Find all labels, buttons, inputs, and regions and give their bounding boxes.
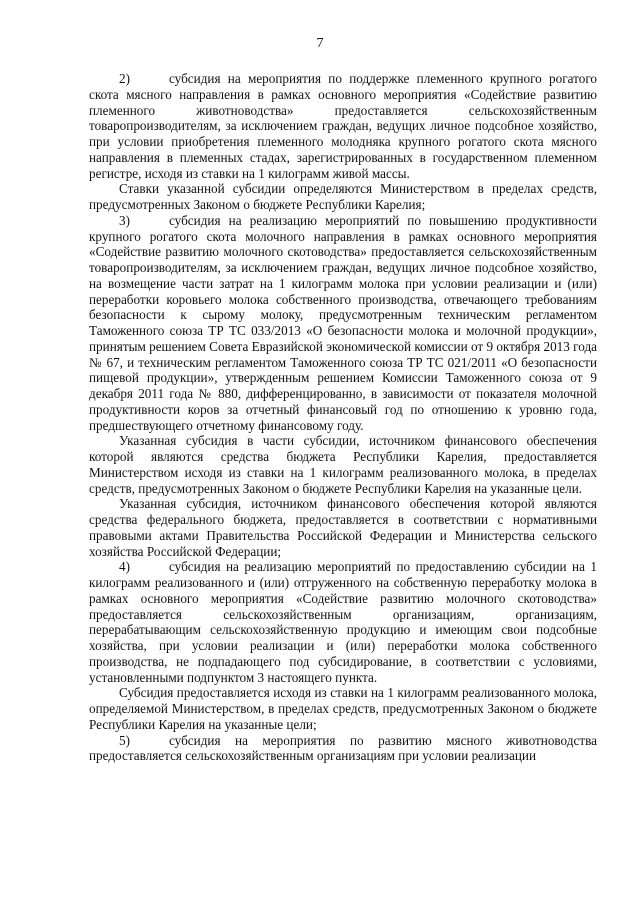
paragraph-item-5 [89, 733, 597, 765]
paragraph-item-4 [89, 559, 597, 685]
paragraph-federal-budget [89, 496, 597, 559]
paragraph-text: субсидия на мероприятия по развитию мясного животноводства предоставляется сельскохозяйственным организациям при условии реализации [89, 732, 597, 764]
paragraph-text: Субсидия предоставляется исходя из ставки на 1 килограмм реализованного молока, определяемой Министерством, в пределах средств, предусмотренных Законом о бюджете Республики Карелия на указанные цели; [89, 685, 597, 732]
paragraph-rate-milk [89, 685, 597, 732]
paragraph-number: 4) [119, 559, 130, 575]
paragraph-text: субсидия на реализацию мероприятий по повышению продуктивности крупного рогатого скота молочного направления в рамках основного мероприятия «Содействие развитию молочного скотоводства» предоставляется сельскохозяйственным товаропроизводителям, за исключением граждан, ведущих личное подсобное хозяйство, на возмещение части затрат на 1 килограмм молока при условии реализации и (или) переработки коровьего молока собственного производства, отвечающего требованиям безопасности к сырому молоку, предусмотренным техническим регламентом Таможенного союза ТР ТС 033/2013 «О безопасности молока и молочной продукции», принятым решением Совета Евразийской экономической комиссии от 9 октября 2013 года № 67, и техническим регламентом Таможенного союза ТР ТС 021/2011 «О безопасности пищевой продукции», утвержденным решением Комиссии Таможенного союза от 9 декабря 2011 года № 880, дифференцированно, в зависимости от показателя молочной продуктивности коров за отчетный финансовый год по отношению к уровню года, предшествующего отчетному финансовому году. [89, 212, 598, 433]
paragraph-text: Указанная субсидия, источником финансового обеспечения которой являются средства федерального бюджета, предоставляется в соответствии с нормативными правовыми актами Правительства Российской Федерации и Министерства сельского хозяйства Российской Федерации; [89, 496, 597, 559]
paragraph-text: субсидия на мероприятия по поддержке племенного крупного рогатого скота мясного направления в рамках основного мероприятия «Содействие развитию племенного животноводства» предоставляется сельскохозяйственным товаропроизводителям, за исключением граждан, ведущих личное подсобное хозяйство, при условии приобретения племенного молодняка крупного рогатого скота мясного направления в племенных стадах, зарегистрированных в государственном племенном регистре, исходя из ставки на 1 килограмм живой массы. [89, 71, 597, 181]
paragraph-rates [89, 181, 597, 213]
paragraph-number: 5) [119, 732, 130, 748]
paragraph-text: Ставки указанной субсидии определяются Министерством в пределах средств, предусмотренных Законом о бюджете Республики Карелия; [89, 181, 597, 212]
paragraph-item-2 [89, 71, 597, 181]
page-number: 7 [316, 36, 324, 51]
paragraph-text: субсидия на реализацию мероприятий по предоставлению субсидии на 1 килограмм реализованного и (или) отгруженного на собственную переработку молока в рамках основного мероприятия «Содействие развитию молочного скотоводства» предоставляется сельскохозяйственным организациям, организациям, перерабатывающим сельскохозяйственную продукцию и имеющим свои подсобные хозяйства, при условии реализации и (или) переработки молока собственного производства, не подпадающего под субсидирование, в соответствии с условиями, установленными подпунктом 3 настоящего пункта. [89, 559, 597, 685]
paragraph-text: Указанная субсидия в части субсидии, источником финансового обеспечения которой являются средства бюджета Республики Карелия, предоставляется Министерством исходя из ставки на 1 килограмм реализованного молока, в пределах средств, предусмотренных Законом о бюджете Республики Карелия на указанные цели. [89, 433, 597, 496]
paragraph-number: 2) [119, 71, 130, 86]
paragraph-number: 3) [119, 212, 130, 228]
paragraph-regional-budget [89, 433, 597, 496]
paragraph-item-3 [89, 213, 597, 434]
document-body [89, 71, 597, 764]
